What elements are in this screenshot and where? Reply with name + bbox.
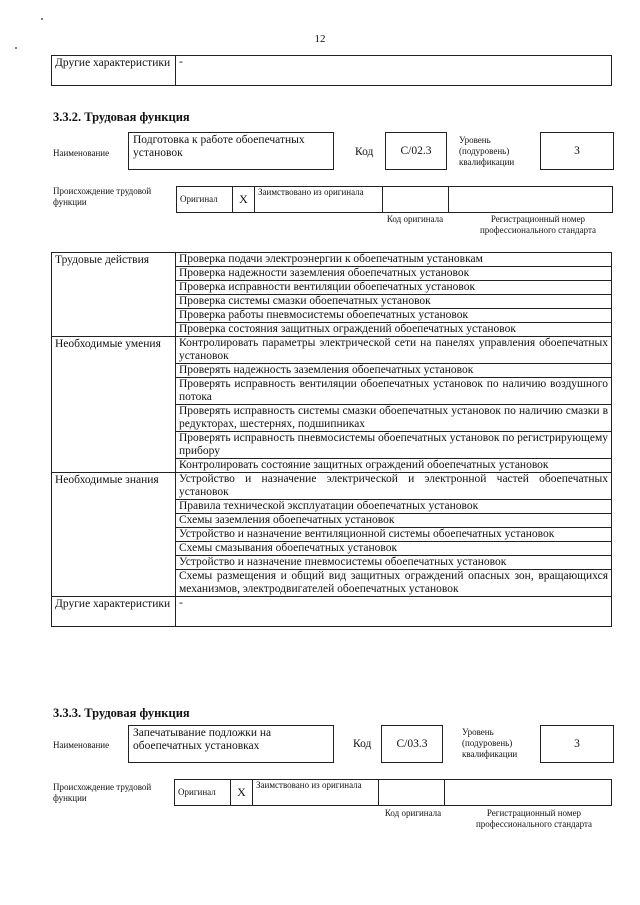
code-box-332 [385, 132, 447, 170]
borrowed-label-332: Заимствовано из оригинала [255, 187, 383, 213]
knowledge-item: Устройство и назначение вентиляционной системы обоепечатных установок [176, 528, 612, 542]
knowledge-item: Схемы смазывания обоепечатных установок [176, 542, 612, 556]
code-original-caption-333: Код оригинала [384, 808, 442, 818]
origin-table-333 [174, 779, 612, 806]
other-value: - [176, 597, 612, 627]
section-heading-333: 3.3.3. Трудовая функция [53, 706, 190, 720]
top-other-table [51, 55, 612, 86]
level-label-333: Уровень (подуровень) квалификации [462, 727, 518, 759]
code-original-cell-332 [383, 187, 449, 213]
section-heading-332: 3.3.2. Трудовая функция [53, 110, 190, 124]
knowledge-item: Схемы размещения и общий вид защитных ограждений опасных зон, вращающихся механизмов, электродвигателей обоепечатных установок [176, 570, 612, 597]
action-item: Проверка надежности заземления обоепечатных установок [176, 267, 612, 281]
origin-label-333: Происхождение трудовой функции [53, 782, 152, 803]
level-value-332: 3 [574, 145, 580, 157]
skill-item: Проверять исправность пневмосистемы обоепечатных установок по регистрирующему прибору [176, 432, 612, 459]
action-item: Проверка исправности вентиляции обоепечатных установок [176, 281, 612, 295]
name-box-332 [128, 132, 334, 170]
knowledge-label: Необходимые знания [52, 473, 176, 597]
level-label-332: Уровень (подуровень) квалификации [459, 135, 515, 167]
name-label-333: Наименование [53, 740, 110, 750]
reg-number-cell-332 [449, 187, 613, 213]
origin-label-332: Происхождение трудовой функции [53, 186, 152, 207]
skill-item: Проверять исправность системы смазки обоепечатных установок по наличию смазки в редукторах, шестернях, подшипниках [176, 405, 612, 432]
knowledge-item: Правила технической эксплуатации обоепечатных установок [176, 500, 612, 514]
code-original-caption-332: Код оригинала [386, 214, 444, 224]
top-other-label: Другие характеристики [52, 56, 176, 86]
code-box-333 [381, 725, 443, 763]
level-value-333: 3 [574, 738, 580, 750]
level-box-333 [540, 725, 614, 763]
code-value-333: С/03.3 [396, 738, 428, 750]
code-value-332: С/02.3 [400, 145, 432, 157]
name-value-332: Подготовка к работе обоепечатных установок [133, 134, 305, 159]
original-mark-332: X [233, 187, 255, 213]
other-label: Другие характеристики [52, 597, 176, 627]
reg-number-caption-332: Регистрационный номер профессионального стандарта [479, 214, 597, 235]
knowledge-item: Устройство и назначение пневмосистемы обоепечатных установок [176, 556, 612, 570]
action-item: Проверка подачи электроэнергии к обоепечатным установкам [176, 253, 612, 267]
scan-speck [15, 47, 17, 49]
name-box-333 [128, 725, 334, 763]
labor-function-table [51, 252, 612, 627]
reg-number-caption-333: Регистрационный номер профессионального стандарта [475, 808, 593, 829]
code-label-333: Код [353, 738, 372, 750]
action-item: Проверка состояния защитных ограждений обоепечатных установок [176, 323, 612, 337]
action-item: Проверка работы пневмосистемы обоепечатных установок [176, 309, 612, 323]
skill-item: Проверять исправность вентиляции обоепечатных установок по наличию воздушного потока [176, 378, 612, 405]
borrowed-label-333: Заимствовано из оригинала [253, 780, 379, 806]
name-label-332: Наименование [53, 148, 110, 158]
code-label-332: Код [355, 146, 374, 158]
reg-number-cell-333 [445, 780, 612, 806]
origin-table-332 [176, 186, 613, 213]
knowledge-item: Устройство и назначение электрической и электронной частей обоепечатных установок [176, 473, 612, 500]
skill-item: Проверять надежность заземления обоепечатных установок [176, 364, 612, 378]
actions-label: Трудовые действия [52, 253, 176, 337]
code-original-cell-333 [379, 780, 445, 806]
skills-label: Необходимые умения [52, 337, 176, 473]
top-other-value: - [176, 56, 612, 86]
name-value-333: Запечатывание подложки на обоепечатных установках [133, 727, 272, 752]
level-box-332 [540, 132, 614, 170]
skill-item: Контролировать состояние защитных ограждений обоепечатных установок [176, 459, 612, 473]
skill-item: Контролировать параметры электрической сети на панелях управления обоепечатных установок [176, 337, 612, 364]
page-number: 12 [314, 33, 326, 45]
knowledge-item: Схемы заземления обоепечатных установок [176, 514, 612, 528]
original-label-333: Оригинал [175, 780, 231, 806]
original-mark-333: X [231, 780, 253, 806]
action-item: Проверка системы смазки обоепечатных установок [176, 295, 612, 309]
original-label-332: Оригинал [177, 187, 233, 213]
scan-speck [41, 18, 43, 20]
